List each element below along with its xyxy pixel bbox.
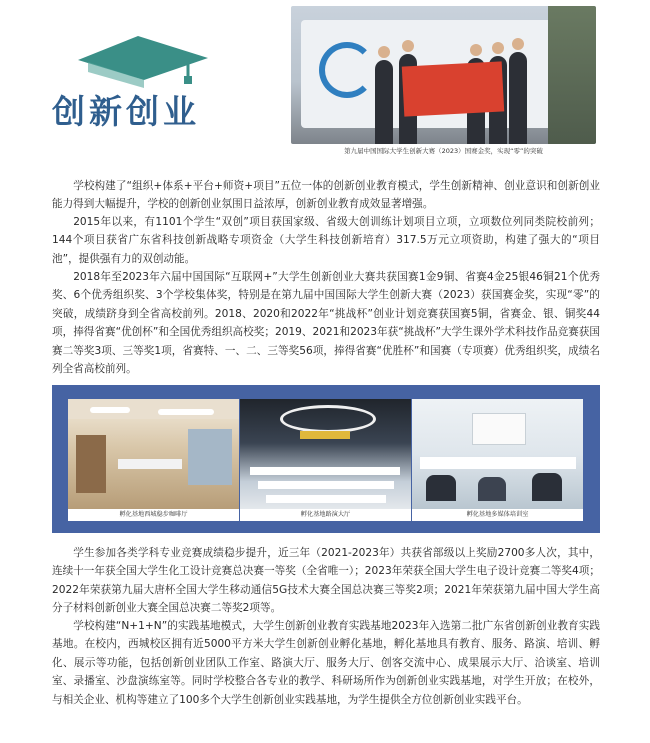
roadshow-photo-image [240, 399, 411, 509]
photo-multimedia-room [412, 399, 583, 521]
school-banner [402, 61, 504, 116]
paragraph-practice-base: 学校构建“N+1+N”的实践基地模式，大学生创新创业教育实践基地2023年入选第二批广东省创新创业教育实践基地。在校内，西城校区拥有近5000平方米大学生创新创业孵化基地，孵化基地具有教育、服务、路演、培训、孵化、展示等功能，包括创新创业团队工作室、路演大厅、服务大厅、创客交流中心、成果展示大厅、洽谈室、培训室、录播室、沙盘演练室等。同时学校整合各专业的教学、科研场所作为创新创业实践基地，对学生开放；在校外，与相关企业、机构等建立了100多个大学生创新创业实践基地，为学生提供全方位创新创业实践平台。 [52, 620, 600, 706]
paragraph-discipline-competitions: 学生参加各类学科专业竞赛成绩稳步提升，近三年（2021-2023年）共获省部级以上奖励2700多人次，其中，连续十一年获全国大学生化工设计竞赛总决赛一等奖（全省唯一）；2023年荣获全国大学生电子设计竞赛二等奖4项；2022年荣获第九届大唐杯全国大学生移动通信5G技术大赛全国总决赛三等奖2项；2021年荣获第九届中国大学生高分子材料创新创业大赛全国总决赛二等奖2项等。 [52, 547, 600, 615]
competition-logo-ring [319, 42, 375, 98]
multimedia-photo-image [412, 399, 583, 509]
photo-cafe [68, 399, 239, 521]
photo-caption: 孵化基地多媒体培训室 [412, 509, 583, 521]
cafe-photo-image [68, 399, 239, 509]
paragraph-project-funding: 2015年以来，有1101个学生“双创”项目获国家级、省级大创训练计划项目立项，立项数位列同类院校前列；144个项目获省广东省科技创新战略专项资金（大学生科技创新培育）317.5万元立项资助，构建了强大的“项目池”，提供强有力的双创动能。 [52, 216, 600, 265]
photo-caption: 孵化基地路演大厅 [240, 509, 411, 521]
graduation-cap-logo [58, 28, 218, 88]
tree-background [548, 6, 596, 144]
photo-caption: 孵化基地西城稳步咖啡厅 [68, 509, 239, 521]
person [375, 60, 393, 144]
photo-roadshow-hall [240, 399, 411, 521]
hero-photo [291, 6, 596, 144]
person [509, 52, 527, 144]
paragraph-competition-awards: 2018年至2023年六届中国国际“互联网+”大学生创新创业大赛共获国赛1金9铜、省赛4金25银46铜21个优秀奖、6个优秀组织奖、3个学校集体奖，特别是在第九届中国国际大学生创新大赛（2023）获国赛金奖，实现“零”的突破，成绩跻身到全省高校前列。2018、2020和2022年“挑战杯”创业计划竞赛获国赛5铜，省赛金、银、铜奖44项，捧得省赛“优创杯”和全国优秀组织高校奖；2019、2021和2023年获“挑战杯”大学生课外学术科技作品竞赛获国赛二等奖3项、三等奖1项，省赛特、一、二、三等奖56项，捧得省赛“优胜杯”和国赛（专项赛）优秀组织奖，成绩名列全省高校前列。 [52, 271, 600, 376]
section-title: 创新创业 [52, 92, 200, 131]
photo-gallery-band [52, 385, 600, 533]
hero-caption: 第九届中国国际大学生创新大赛（2023）国赛金奖，实现“零”的突破 [344, 147, 543, 155]
paragraph-education-model: 学校构建了“组织+体系+平台+师资+项目”五位一体的创新创业教育模式，学生创新精神、创业意识和创新创业能力得到大幅提升，学校的创新创业氛围日益浓厚，创新创业教育成效显著增强。 [52, 180, 600, 211]
